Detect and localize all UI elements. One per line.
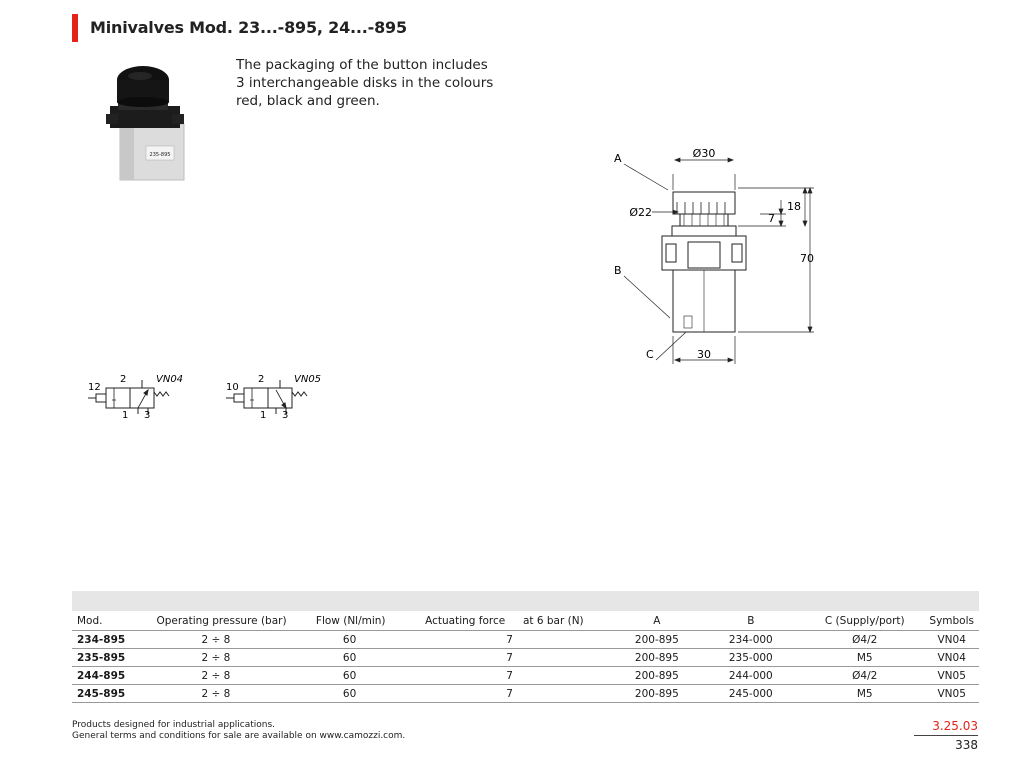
- footer-line-1: Products designed for industrial applications.: [72, 720, 276, 730]
- symbol-vn04: [84, 370, 194, 422]
- callout-c: C: [646, 348, 654, 361]
- col-force: Actuating force: [420, 611, 518, 631]
- product-photo: [100, 58, 186, 184]
- table-header-row: [72, 611, 979, 631]
- section-number: 3.25.03: [932, 719, 978, 733]
- table-row: 234-895 2 ÷ 8 60 7 200-895 234-000 Ø4/2 VN04: [72, 631, 979, 649]
- svg-text:3: 3: [144, 410, 151, 421]
- spec-table: [72, 591, 979, 703]
- col-pressure: Operating pressure (bar): [151, 611, 310, 631]
- svg-text:7: 7: [768, 212, 775, 225]
- svg-text:30: 30: [697, 348, 711, 361]
- page-number: 338: [955, 738, 978, 752]
- callout-b: B: [614, 264, 622, 277]
- svg-text:12: 12: [88, 382, 101, 393]
- technical-drawing: [600, 140, 830, 370]
- svg-text:18: 18: [787, 200, 801, 213]
- svg-text:VN04: VN04: [156, 374, 184, 385]
- table-row: 244-895 2 ÷ 8 60 7 200-895 244-000 Ø4/2 VN05: [72, 667, 979, 685]
- svg-text:10: 10: [226, 382, 239, 393]
- svg-text:1: 1: [260, 410, 267, 421]
- section-divider: [914, 735, 978, 736]
- table-row: 245-895 2 ÷ 8 60 7 200-895 245-000 M5 VN05: [72, 685, 979, 703]
- col-a: A: [617, 611, 696, 631]
- col-symbols: Symbols: [924, 611, 979, 631]
- page-title: Minivalves Mod. 23...-895, 24...-895: [90, 18, 407, 37]
- svg-text:VN05: VN05: [294, 374, 322, 385]
- svg-text:Ø22: Ø22: [629, 206, 652, 219]
- symbol-vn05: [222, 370, 332, 422]
- col-flow: Flow (Nl/min): [311, 611, 420, 631]
- svg-text:2: 2: [120, 374, 127, 385]
- svg-text:235-895: 235-895: [149, 152, 171, 158]
- table-row: 235-895 2 ÷ 8 60 7 200-895 235-000 M5 VN04: [72, 649, 979, 667]
- title-accent-bar: [72, 14, 78, 42]
- footer-line-2: General terms and conditions for sale are available on www.camozzi.com.: [72, 731, 406, 741]
- col-b: B: [697, 611, 806, 631]
- footer-text: [72, 720, 405, 742]
- col-mod: Mod.: [72, 611, 151, 631]
- intro-text: The packaging of the button includes 3 interchangeable disks in the colours red, black and green.: [236, 57, 494, 109]
- svg-text:3: 3: [282, 410, 289, 421]
- table-header-band: [72, 591, 979, 611]
- svg-text:70: 70: [800, 252, 814, 265]
- col-at6bar: at 6 bar (N): [518, 611, 617, 631]
- col-c: C (Supply/port): [805, 611, 924, 631]
- svg-text:2: 2: [258, 374, 265, 385]
- callout-a: A: [614, 152, 622, 165]
- svg-text:Ø30: Ø30: [692, 147, 716, 160]
- svg-text:1: 1: [122, 410, 129, 421]
